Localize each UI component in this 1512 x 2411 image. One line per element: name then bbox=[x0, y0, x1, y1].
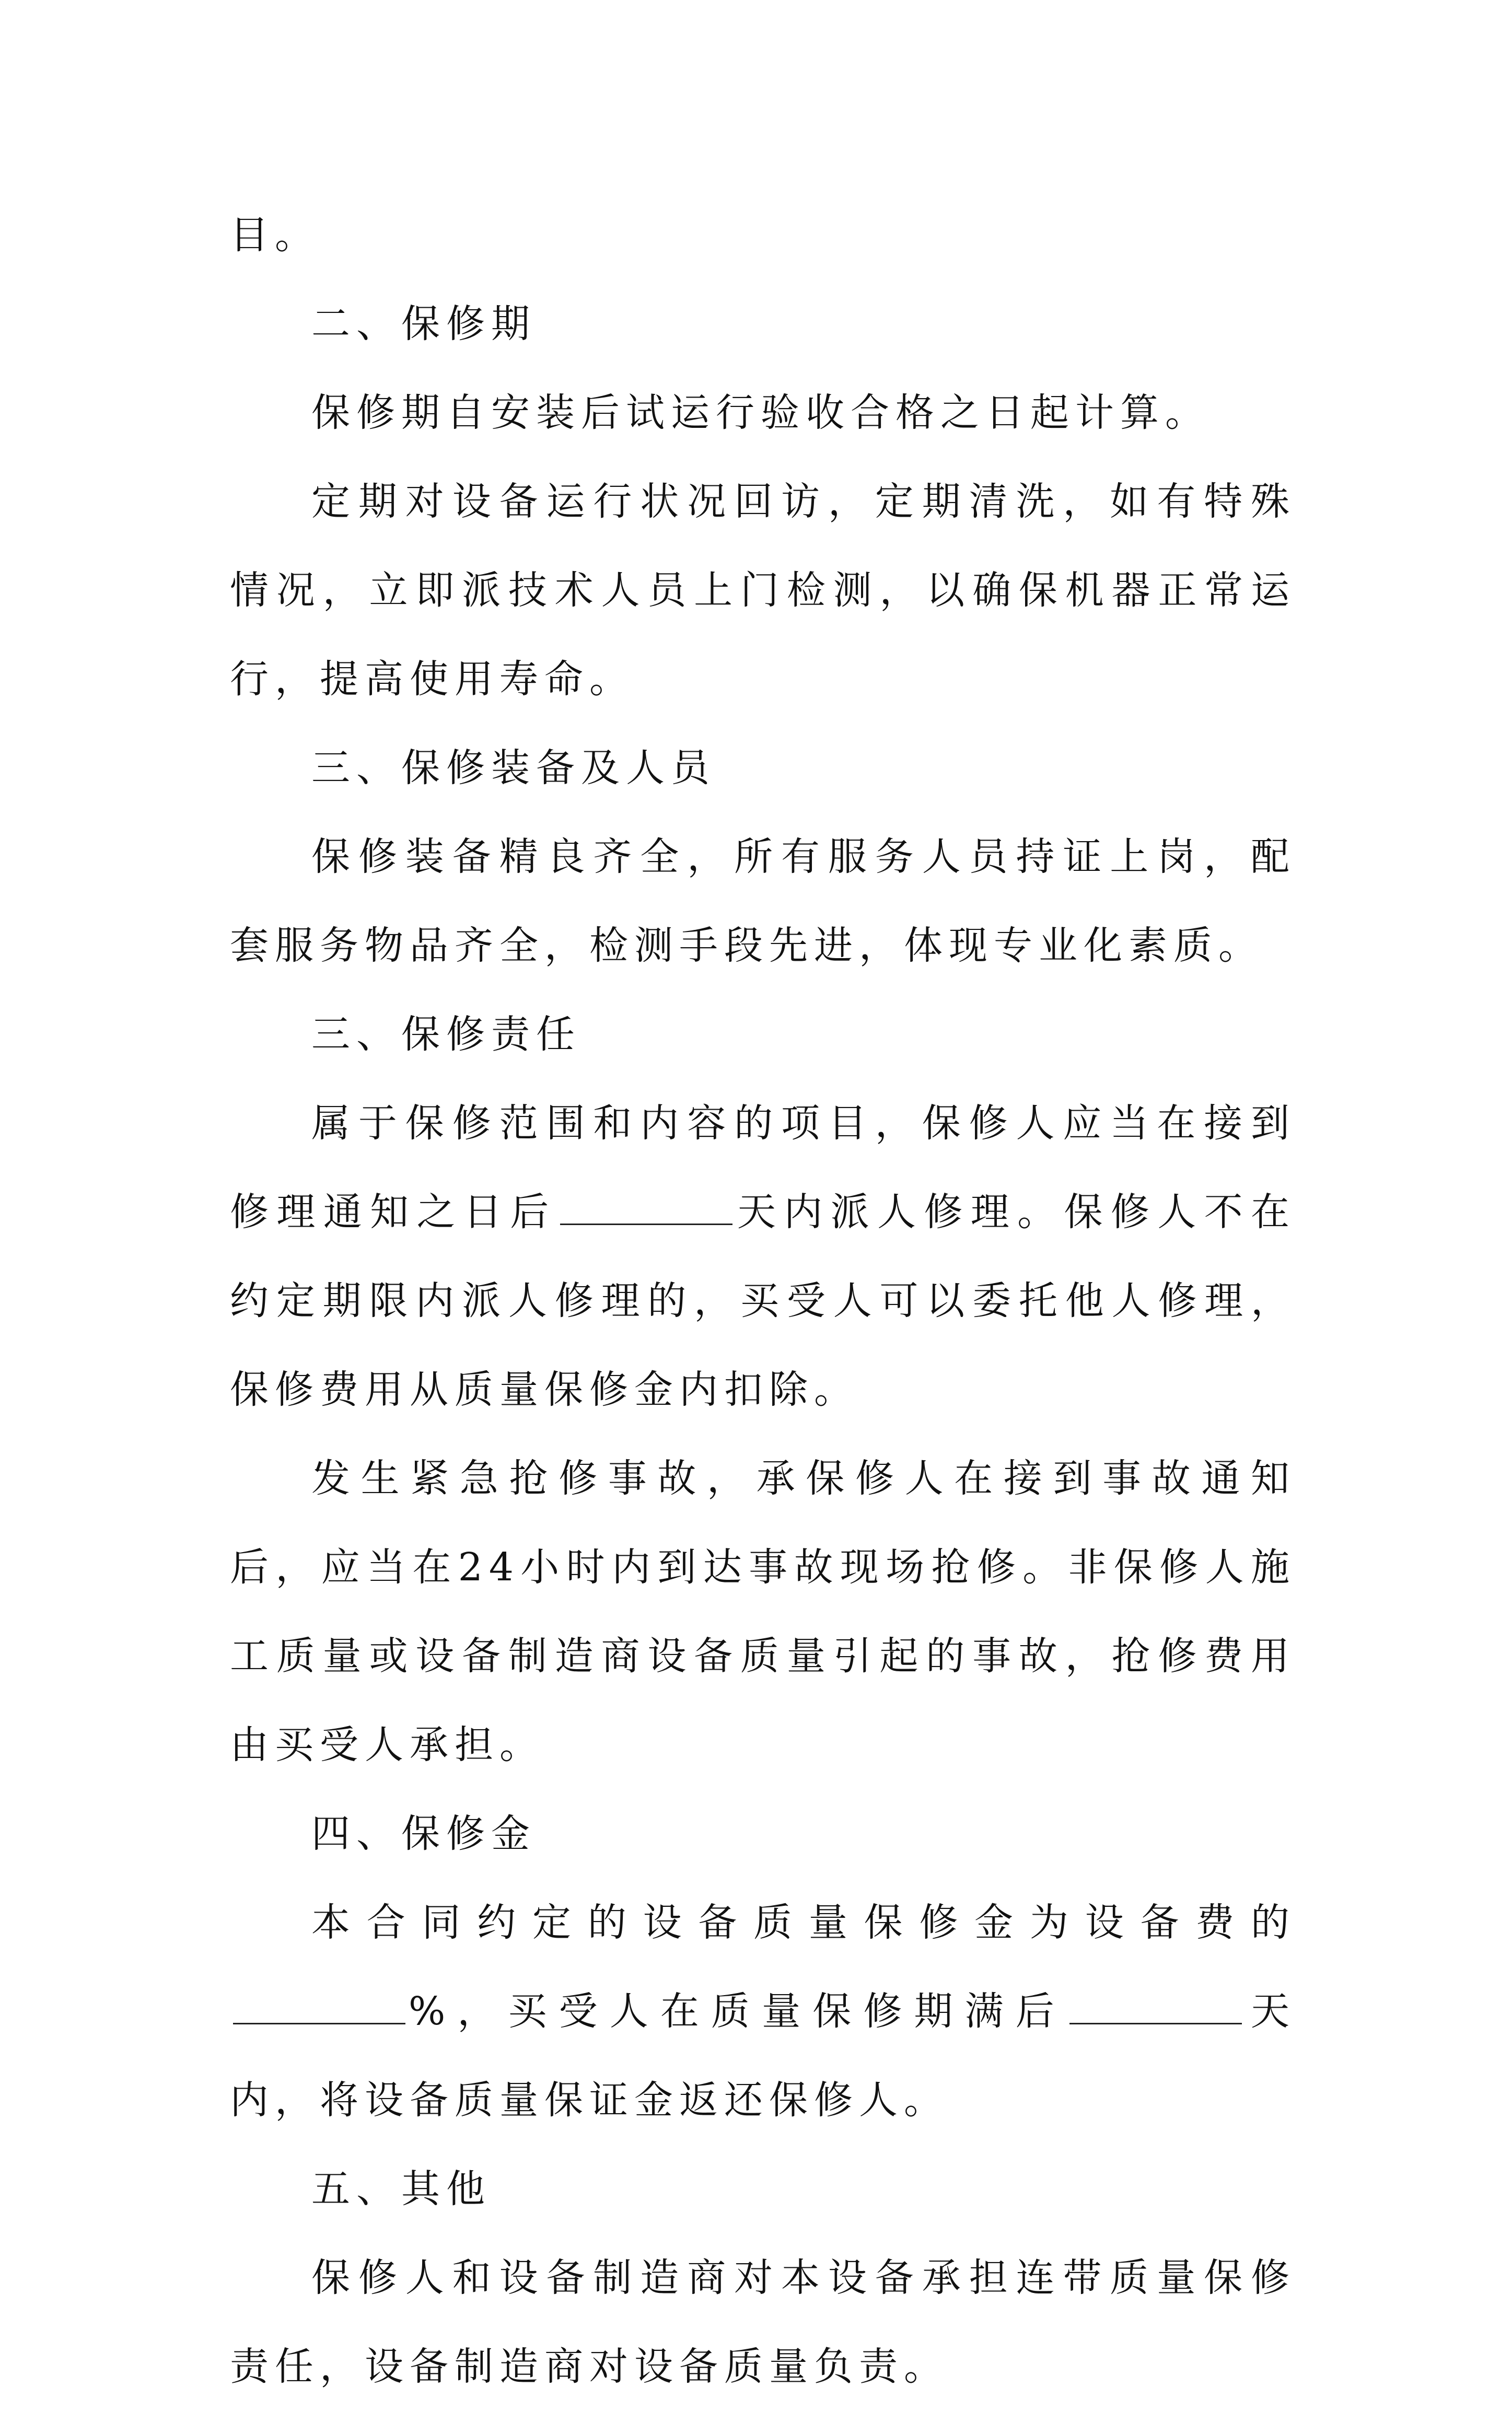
document-body bbox=[230, 191, 1296, 2411]
text-segment: %，买受人在质量保修期满后 bbox=[409, 1989, 1066, 2034]
paragraph-regular-visits: 定期对设备运行状况回访，定期清洗，如有特殊情况，立即派技术人员上门检测，以确保机器正常运行，提高使用寿命。 bbox=[230, 479, 1296, 702]
paragraph-warranty-deposit bbox=[230, 1878, 1296, 2145]
section-heading-warranty-responsibility: 三、保修责任 bbox=[311, 1012, 581, 1057]
paragraph-joint-liability: 保修人和设备制造商对本设备承担连带质量保修责任，设备制造商对设备质量负责。 bbox=[230, 2255, 1296, 2389]
text-segment: 天内，将设备质量保证金返还保修人。 bbox=[230, 1989, 1296, 2123]
fill-in-blank-percent[interactable] bbox=[233, 1984, 405, 2024]
paragraph-repair-notice bbox=[230, 1079, 1296, 1434]
section-heading-warranty-period: 二、保修期 bbox=[311, 301, 536, 346]
fill-in-blank-days-return[interactable] bbox=[1069, 1984, 1242, 2024]
section-heading-other: 五、其他 bbox=[311, 2167, 491, 2211]
paragraph-equipment-personnel: 保修装备精良齐全，所有服务人员持证上岗，配套服务物品齐全，检测手段先进，体现专业化素质。 bbox=[230, 834, 1296, 968]
fill-in-blank-days[interactable] bbox=[560, 1185, 732, 1225]
section-heading-equipment-personnel: 三、保修装备及人员 bbox=[311, 746, 716, 790]
text-segment: 本合同约定的设备质量保修金为设备费的 bbox=[311, 1900, 1296, 1945]
text-segment: 属于保修范围和内容的项目，保修人应当在接到修理通知之日后 bbox=[230, 1101, 1296, 1234]
paragraph-warranty-start: 保修期自安装后试运行验收合格之日起计算。 bbox=[311, 390, 1210, 435]
text-segment: 天内派人修理。保修人不在约定期限内派人修理的，买受人可以委托他人修理，保修费用从质量保修金内扣除。 bbox=[230, 1190, 1296, 1412]
section-heading-warranty-deposit: 四、保修金 bbox=[311, 1811, 536, 1856]
paragraph-emergency-repair: 发生紧急抢修事故，承保修人在接到事故通知后，应当在24小时内到达事故现场抢修。非保修人施工质量或设备制造商设备质量引起的事故，抢修费用由买受人承担。 bbox=[230, 1456, 1296, 1767]
paragraph-continuation: 目。 bbox=[230, 213, 320, 258]
